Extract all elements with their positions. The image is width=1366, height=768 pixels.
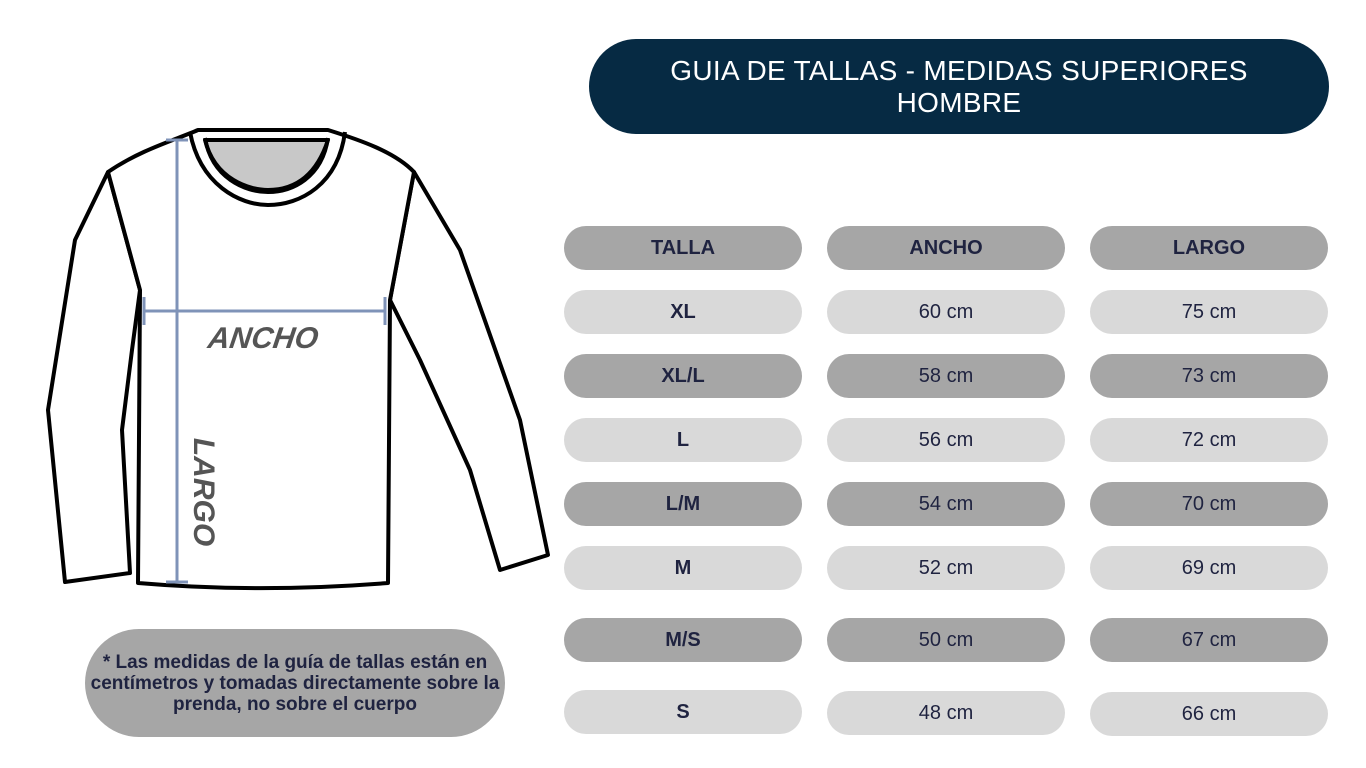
width-cell: 50 cm <box>827 618 1065 662</box>
shirt-illustration <box>48 130 548 588</box>
header-talla: TALLA <box>564 226 802 270</box>
size-cell: L <box>564 418 802 462</box>
header-ancho: ANCHO <box>827 226 1065 270</box>
length-cell: 75 cm <box>1090 290 1328 334</box>
length-cell: 67 cm <box>1090 618 1328 662</box>
title-line-2: HOMBRE <box>896 86 1022 118</box>
shirt-diagram <box>30 120 570 600</box>
size-cell: M <box>564 546 802 590</box>
size-cell: M/S <box>564 618 802 662</box>
size-cell: L/M <box>564 482 802 526</box>
length-cell: 70 cm <box>1090 482 1328 526</box>
width-label: ANCHO <box>205 322 321 355</box>
length-cell: 69 cm <box>1090 546 1328 590</box>
size-cell: XL <box>564 290 802 334</box>
header-largo: LARGO <box>1090 226 1328 270</box>
page-title <box>589 39 1329 134</box>
shirt-body <box>108 130 414 588</box>
measurement-note: * Las medidas de la guía de tallas están en centímetros y tomadas directamente sobre la prenda, no sobre el cuerpo <box>85 629 505 737</box>
width-cell: 56 cm <box>827 418 1065 462</box>
size-cell: S <box>564 690 802 734</box>
right-sleeve <box>390 172 548 570</box>
length-cell: 72 cm <box>1090 418 1328 462</box>
width-cell: 48 cm <box>827 691 1065 735</box>
width-cell: 54 cm <box>827 482 1065 526</box>
width-cell: 60 cm <box>827 290 1065 334</box>
size-cell: XL/L <box>564 354 802 398</box>
length-label: LARGO <box>187 437 220 547</box>
length-cell: 66 cm <box>1090 692 1328 736</box>
title-line-1: GUIA DE TALLAS - MEDIDAS SUPERIORES <box>670 54 1248 86</box>
width-cell: 58 cm <box>827 354 1065 398</box>
length-cell: 73 cm <box>1090 354 1328 398</box>
width-cell: 52 cm <box>827 546 1065 590</box>
